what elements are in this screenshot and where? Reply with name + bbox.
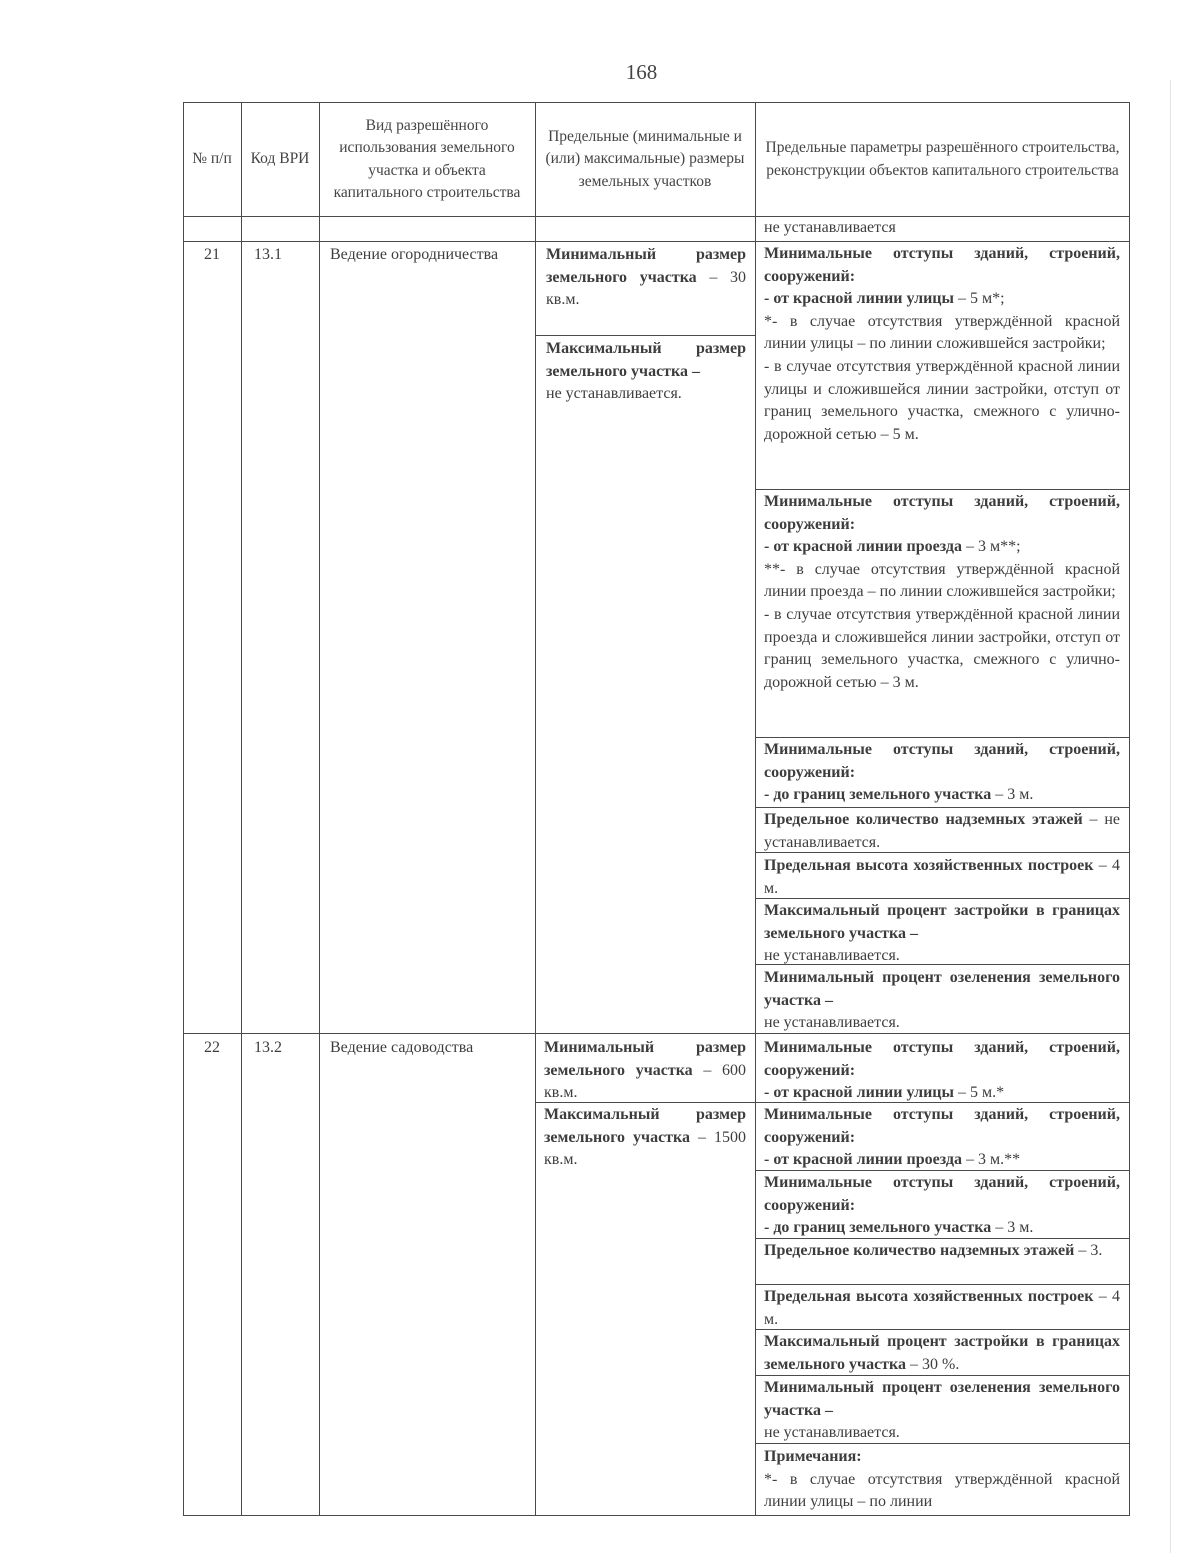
- param-line-text: – 3 м**;: [961, 538, 1021, 556]
- col-line-right: [1129, 102, 1130, 1516]
- params-separator: [755, 737, 1130, 738]
- row-22-code: 13.2: [254, 1039, 282, 1056]
- param-heading: Минимальные отступы зданий, строений, сооружений:: [764, 1039, 1120, 1079]
- param-value: – 3.: [1074, 1242, 1103, 1259]
- scan-edge-line: [1170, 80, 1171, 1553]
- header-num: № п/п: [192, 150, 232, 168]
- param-heading: Минимальный процент озеленения земельного участка –: [764, 1379, 1120, 1419]
- param-line-bold: - от красной линии проезда: [764, 538, 962, 556]
- row-22-kind: Ведение садоводства: [330, 1039, 474, 1056]
- min-size-value: – 600 кв.м.: [544, 1061, 746, 1102]
- param-heading: Минимальные отступы зданий, строений, сооружений:: [764, 1106, 1120, 1146]
- param-heading: Предельное количество надземных этажей: [764, 1242, 1075, 1259]
- param-line-bold: - от красной линии улицы: [764, 290, 954, 308]
- params-separator: [755, 898, 1130, 899]
- params-separator: [755, 1170, 1130, 1171]
- row-21-param-floors: [764, 809, 1120, 855]
- sizes-separator: [535, 335, 755, 336]
- params-separator: [755, 1238, 1130, 1239]
- row-22-min-size: [544, 1037, 746, 1103]
- row-22-param-boundary-setback: [764, 1172, 1120, 1240]
- min-size-label: Минимальный размер земельного участка: [544, 1039, 746, 1079]
- row-22-max-size: [544, 1104, 746, 1172]
- table-border-top: [183, 102, 1130, 103]
- param-line-text: – 3 м.**: [961, 1151, 1021, 1169]
- param-heading: Предельная высота хозяйственных построек: [764, 1288, 1094, 1305]
- params-separator: [755, 852, 1130, 853]
- notes-heading: Примечания:: [764, 1448, 862, 1465]
- param-line-bold: - до границ земельного участка: [764, 786, 992, 804]
- row-21-min-size: [546, 244, 746, 334]
- params-separator: [755, 1375, 1130, 1376]
- header-code: Код ВРИ: [250, 150, 310, 168]
- min-size-label: Минимальный размер земельного участка: [546, 246, 746, 286]
- param-note: - в случае отсутствия утверждённой красной линии проезда и сложившейся линии застройки, отступ от границ земельного участка, смежного с улично-дорожной сетью – 3 м.: [764, 605, 1120, 691]
- params-separator: [755, 489, 1130, 490]
- col-line-kind: [535, 102, 536, 1516]
- param-heading: Предельное количество надземных этажей: [764, 811, 1083, 828]
- param-line-text: – 5 м.*: [954, 1084, 1005, 1102]
- max-size-label: Максимальный размер земельного участка –: [546, 340, 746, 380]
- header-kind: Вид разрешённого использования земельного участка и объекта капитального строительства: [333, 116, 521, 201]
- row-22-param-build-percent: [764, 1331, 1120, 1377]
- param-line-text: – 3 м.: [991, 786, 1034, 804]
- row-22-param-drive-setback: [764, 1104, 1120, 1172]
- param-heading: Максимальный процент застройки в границах земельного участка –: [764, 902, 1120, 942]
- param-heading: Предельная высота хозяйственных построек: [764, 857, 1094, 874]
- param-line-text: – 5 м*;: [954, 290, 1005, 308]
- row-21-max-size: [546, 338, 746, 438]
- param-line-text: – 3 м.: [991, 1219, 1034, 1237]
- params-separator: [755, 1102, 1130, 1103]
- row-22-param-green-percent: [764, 1377, 1120, 1445]
- param-heading: Максимальный процент застройки в границах земельного участка: [764, 1333, 1120, 1373]
- params-separator: [755, 1284, 1130, 1285]
- col-line-num: [241, 102, 242, 1516]
- col-line-left: [183, 102, 184, 1516]
- param-heading: Минимальный процент озеленения земельного участка –: [764, 969, 1120, 1009]
- param-line-bold: - от красной линии улицы: [764, 1084, 954, 1102]
- row-22-notes: [764, 1446, 1120, 1514]
- param-note: **- в случае отсутствия утверждённой красной линии проезда – по линии сложившейся застройки;: [764, 560, 1120, 601]
- row-21-param-build-percent: [764, 900, 1120, 968]
- carryover-text: не устанавливается: [764, 219, 896, 236]
- param-heading: Минимальные отступы зданий, строений, сооружений:: [764, 741, 1120, 781]
- row-21-top-line: [183, 241, 1130, 242]
- row-22-top-line: [183, 1033, 1130, 1034]
- header-params: Предельные параметры разрешённого строительства, реконструкции объектов капитального строительства: [765, 139, 1120, 179]
- row-21-code: 13.1: [254, 246, 282, 263]
- max-size-value: – 1500 кв.м.: [544, 1128, 746, 1169]
- param-value: – не устанавливается.: [764, 811, 1120, 851]
- params-separator: [755, 1443, 1130, 1444]
- param-value: – 4 м.: [764, 1288, 1120, 1328]
- col-line-sizes: [755, 102, 756, 1516]
- max-size-label: Максимальный размер земельного участка: [544, 1106, 746, 1146]
- row-21-kind: Ведение огородничества: [330, 246, 499, 263]
- param-note: - в случае отсутствия утверждённой красной линии улицы и сложившейся линии застройки, отступ от границ земельного участка, смежного с улично-дорожной сетью – 5 м.: [764, 357, 1120, 443]
- row-21-param-green-percent: [764, 967, 1120, 1035]
- param-value: – 30 %.: [906, 1355, 960, 1373]
- header-sizes: Предельные (минимальные и (или) максимальные) размеры земельных участков: [545, 127, 745, 190]
- param-line-bold: - от красной линии проезда: [764, 1151, 962, 1169]
- col-line-code: [319, 102, 320, 1516]
- row-22-param-street-setback: [764, 1037, 1120, 1105]
- row-21-param-boundary-setback: [764, 739, 1120, 807]
- params-separator: [755, 807, 1130, 808]
- notes-text: *- в случае отсутствия утверждённой красной линии улицы – по линии: [764, 1470, 1120, 1511]
- param-value: не устанавливается.: [764, 947, 900, 965]
- row-21-param-street-setback: [764, 243, 1120, 489]
- row-22-param-outbuilding-height: [764, 1286, 1120, 1332]
- row-21-num: 21: [204, 246, 220, 263]
- max-size-value: не устанавливается.: [546, 385, 682, 403]
- param-value: – 4 м.: [764, 857, 1120, 897]
- param-heading: Минимальные отступы зданий, строений, сооружений:: [764, 1174, 1120, 1214]
- row-21-param-drive-setback: [764, 491, 1120, 737]
- param-value: не устанавливается.: [764, 1014, 900, 1032]
- param-note: *- в случае отсутствия утверждённой красной линии улицы – по линии сложившейся застройки;: [764, 312, 1120, 353]
- params-separator: [755, 964, 1130, 965]
- params-separator: [755, 1329, 1130, 1330]
- page-number: 168: [625, 60, 658, 84]
- sizes-separator: [535, 1102, 755, 1103]
- header-bottom-line: [183, 216, 1130, 217]
- param-heading: Минимальные отступы зданий, строений, сооружений:: [764, 245, 1120, 285]
- table-border-bottom: [183, 1515, 1130, 1516]
- min-size-value: – 30 кв.м.: [546, 268, 746, 309]
- param-heading: Минимальные отступы зданий, строений, сооружений:: [764, 493, 1120, 533]
- row-21-param-outbuilding-height: [764, 855, 1120, 901]
- row-22-num: 22: [204, 1039, 220, 1056]
- param-line-bold: - до границ земельного участка: [764, 1219, 992, 1237]
- row-22-param-floors: [764, 1240, 1120, 1286]
- param-value: не устанавливается.: [764, 1424, 900, 1442]
